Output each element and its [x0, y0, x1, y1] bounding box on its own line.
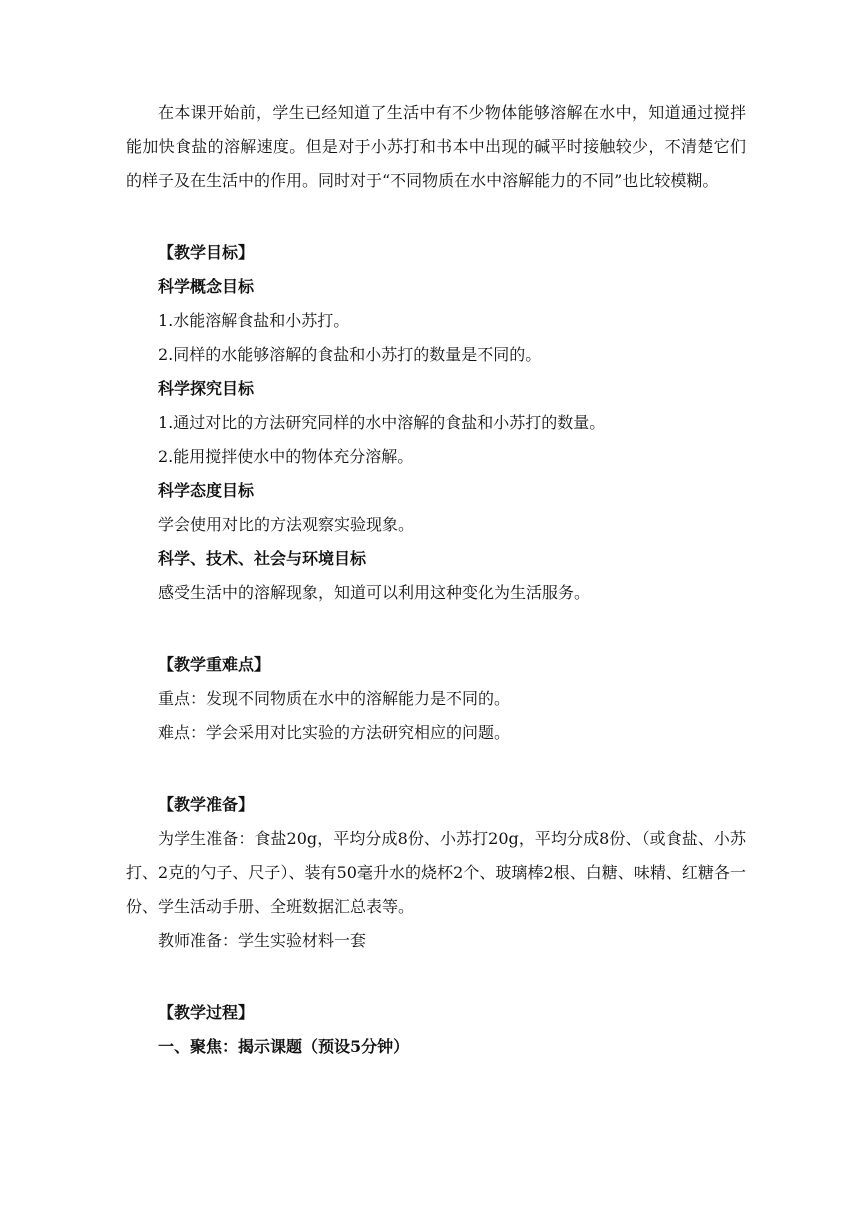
preparation-heading: 【教学准备】 — [158, 795, 255, 814]
document-content — [126, 96, 746, 1064]
key-points-heading: 【教学重难点】 — [158, 655, 271, 674]
inquiry-objective-1: 1.通过对比的方法研究同样的水中溶解的食盐和小苏打的数量。 — [158, 413, 606, 432]
difficulty-point: 难点：学会采用对比实验的方法研究相应的问题。 — [158, 723, 511, 742]
process-heading: 【教学过程】 — [158, 1003, 255, 1022]
concept-objective-title: 科学概念目标 — [158, 277, 255, 296]
teacher-preparation: 教师准备：学生实验材料一套 — [158, 931, 367, 950]
process-step-1: 一、聚焦：揭示课题（预设5分钟） — [158, 1037, 410, 1056]
key-point: 重点：发现不同物质在水中的溶解能力是不同的。 — [158, 689, 511, 708]
inquiry-objective-title: 科学探究目标 — [158, 379, 255, 398]
concept-objective-1: 1.水能溶解食盐和小苏打。 — [158, 311, 350, 330]
intro-paragraph: 在本课开始前，学生已经知道了生活中有不少物体能够溶解在水中，知道通过搅拌能加快食盐的溶解速度。但是对于小苏打和书本中出现的碱平时接触较少，不清楚它们的样子及在生活中的作用。同时对于“不同物质在水中溶解能力的不同”也比较模糊。 — [126, 103, 746, 190]
sts-objective-1: 感受生活中的溶解现象，知道可以利用这种变化为生活服务。 — [158, 583, 591, 602]
sts-objective-title: 科学、技术、社会与环境目标 — [158, 549, 367, 568]
attitude-objective-1: 学会使用对比的方法观察实验现象。 — [158, 515, 415, 534]
concept-objective-2: 2.同样的水能够溶解的食盐和小苏打的数量是不同的。 — [158, 345, 542, 364]
inquiry-objective-2: 2.能用搅拌使水中的物体充分溶解。 — [158, 447, 414, 466]
student-preparation: 为学生准备：食盐20g，平均分成8份、小苏打20g，平均分成8份、（或食盐、小苏打、2克的勺子、尺子）、装有50毫升水的烧杯2个、玻璃棒2根、白糖、味精、红糖各一份、学生活动手册、全班数据汇总表等。 — [126, 829, 746, 916]
objectives-heading: 【教学目标】 — [158, 243, 255, 262]
attitude-objective-title: 科学态度目标 — [158, 481, 255, 500]
